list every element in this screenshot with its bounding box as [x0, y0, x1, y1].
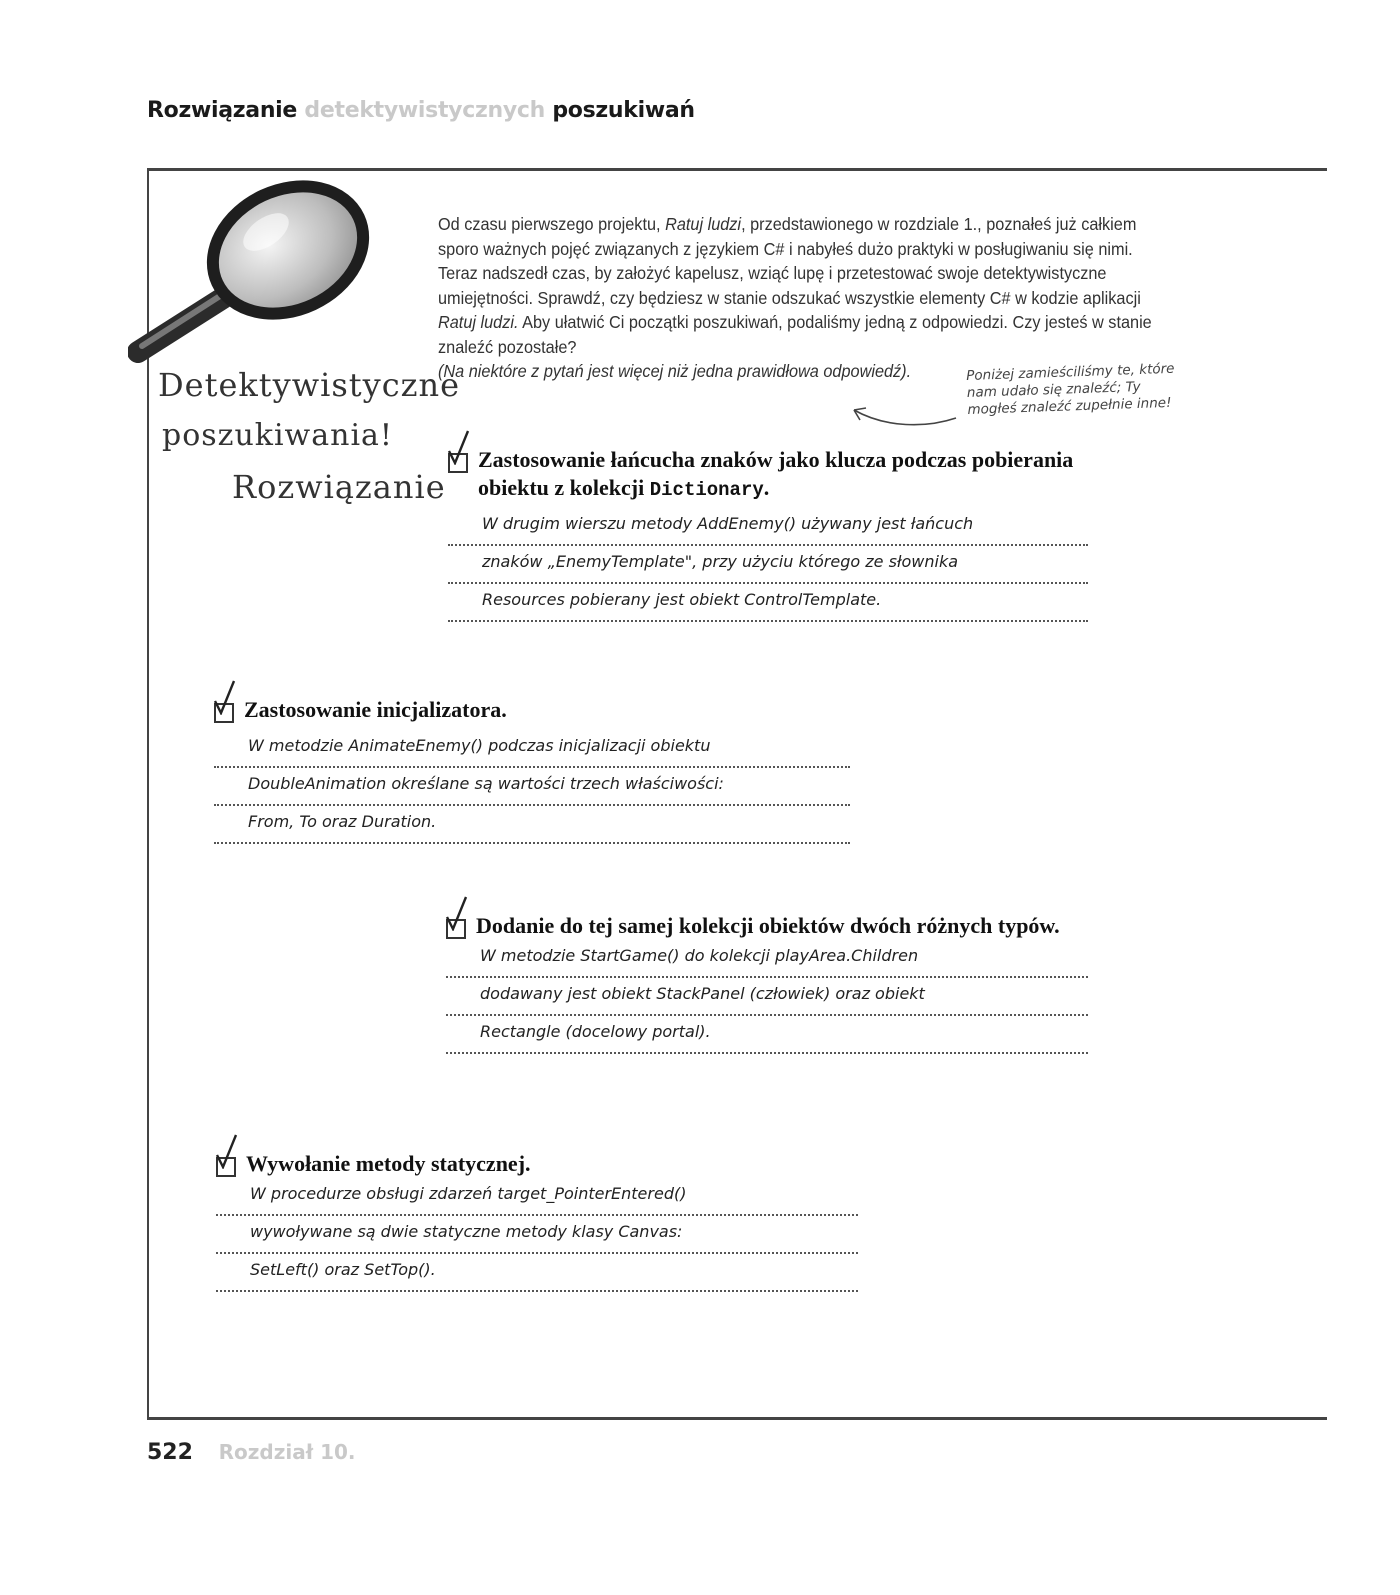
title-art-line1: Detektywistyczne: [158, 366, 461, 404]
intro-italic2: Ratuj ludzi.: [438, 312, 519, 332]
item-1-title-line2: obiektu z kolekcji: [478, 475, 650, 500]
checkbox-checked-icon: [448, 453, 468, 473]
answer-item-1: [448, 446, 1088, 622]
checkbox-checked-icon: [214, 703, 234, 723]
page-header: [147, 98, 695, 123]
answer-line: SetLeft() oraz SetTop().: [216, 1254, 858, 1292]
title-art-line2: poszukiwania!: [162, 418, 393, 453]
answer-line: wywoływane są dwie statyczne metody klasy Canvas:: [216, 1216, 858, 1254]
item-4-heading: [216, 1150, 858, 1178]
intro-note: (Na niektóre z pytań jest więcej niż jedna prawidłowa odpowiedź).: [438, 361, 912, 381]
answer-line: From, To oraz Duration.: [214, 806, 850, 844]
item-4-title: Wywołanie metody statycznej.: [246, 1151, 531, 1176]
intro-italic1: Ratuj ludzi: [665, 214, 742, 234]
item-1-title-line1: Zastosowanie łańcucha znaków jako klucza podczas pobierania: [478, 447, 1074, 472]
checkbox-checked-icon: [216, 1157, 236, 1177]
header-title-part3: poszukiwań: [552, 98, 695, 123]
intro-paragraph: [438, 212, 1173, 359]
answer-line: W metodzie StartGame() do kolekcji playArea.Children: [446, 940, 1088, 978]
chapter-label: Rozdział 10.: [218, 1440, 356, 1464]
item-1-title-code: Dictionary: [649, 479, 764, 501]
item-2-heading: [214, 696, 850, 724]
magnifying-glass-icon: [128, 180, 378, 380]
answer-item-4: [216, 1150, 858, 1292]
intro-part2: , przedstawionego w rozdziale 1., poznałeś już całkiem sporo ważnych pojęć związanych z językiem C# i nabyłeś dużo praktyki w posługiwaniu się nimi. Teraz nadszedł czas, by założyć kapelusz, wziąć lupę i przetestować swoje detektywistyczne umiejętności. Sprawdź, czy będziesz w stanie odszukać wszystkie elementy C# w kodzie aplikacji: [438, 214, 1141, 308]
header-title-part1: Rozwiązanie: [147, 98, 298, 123]
answer-line: dodawany jest obiekt StackPanel (człowiek) oraz obiekt: [446, 978, 1088, 1016]
item-1-title-end: .: [763, 475, 770, 500]
answer-item-3: [446, 912, 1088, 1054]
page-footer: [147, 1440, 356, 1465]
answer-line: W metodzie AnimateEnemy() podczas inicjalizacji obiektu: [214, 730, 850, 768]
intro-text: [438, 212, 1173, 384]
answer-item-2: [214, 696, 850, 844]
answer-line: W procedurze obsługi zdarzeń target_PointerEntered(): [216, 1178, 858, 1216]
bottom-rule: [147, 1417, 1327, 1420]
top-rule: [147, 168, 1327, 171]
item-2-title: Zastosowanie inicjalizatora.: [244, 697, 507, 722]
item-3-heading: [446, 912, 1088, 940]
intro-part1: Od czasu pierwszego projektu,: [438, 214, 666, 234]
title-art-line3: Rozwiązanie: [232, 468, 446, 506]
page-number: 522: [147, 1440, 193, 1465]
header-title-part2: detektywistycznych: [304, 98, 545, 123]
answer-line: DoubleAnimation określane są wartości trzech właściwości:: [214, 768, 850, 806]
arrow-icon: [846, 398, 958, 430]
side-note-line3: mogłeś znaleźć zupełnie inne!: [967, 394, 1172, 418]
side-note-line1: Poniżej zamieściliśmy te, które: [966, 360, 1175, 384]
side-note-line2: nam udało się znaleźć; Ty: [966, 378, 1141, 401]
answer-line: W drugim wierszu metody AddEnemy() używany jest łańcuch: [448, 508, 1088, 546]
intro-part3: Aby ułatwić Ci początki poszukiwań, podaliśmy jedną z odpowiedzi. Czy jesteś w stanie znaleźć pozostałe?: [438, 312, 1152, 357]
item-1-heading: [448, 446, 1088, 504]
answer-line: Rectangle (docelowy portal).: [446, 1016, 1088, 1054]
side-note: [966, 361, 1176, 419]
item-1-title: [478, 446, 1073, 504]
item-3-title: Dodanie do tej samej kolekcji obiektów dwóch różnych typów.: [476, 913, 1060, 938]
checkbox-checked-icon: [446, 919, 466, 939]
answer-line: znaków „EnemyTemplate", przy użyciu którego ze słownika: [448, 546, 1088, 584]
answer-line: Resources pobierany jest obiekt ControlTemplate.: [448, 584, 1088, 622]
